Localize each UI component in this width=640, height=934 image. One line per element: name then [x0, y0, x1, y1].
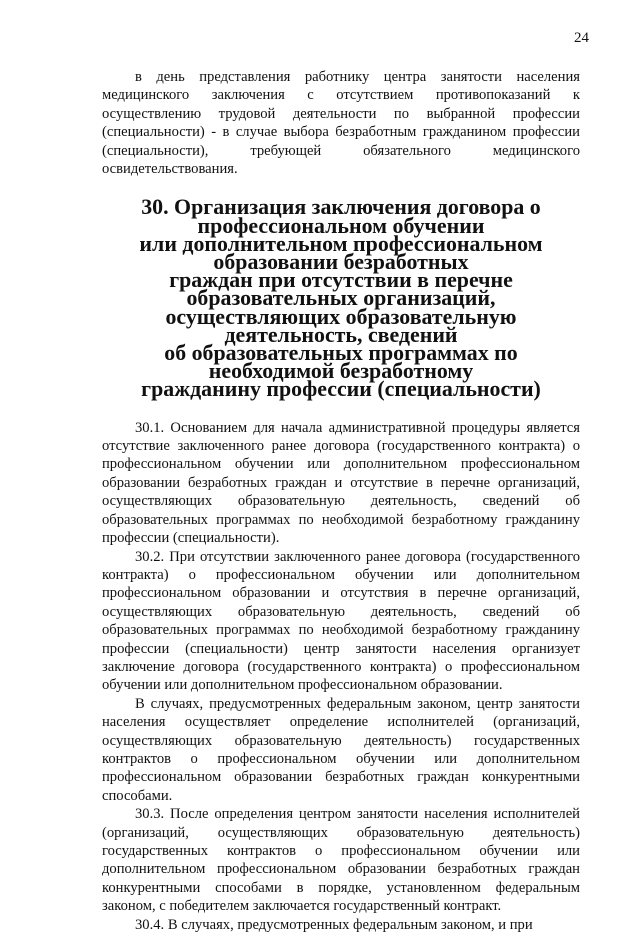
- section-heading-line: об образовательных программах по необходимой безработному: [164, 340, 518, 384]
- paragraph-30-3: 30.3. После определения центром занятости населения исполнителей (организаций, осуществляющих образовательную деятельность) государственных контрактов о профессиональном обучении или дополнительном профессиональном образовании безработных граждан конкурентными способами в порядке, установленном федеральным законом, с победителем заключается государственный контракт.: [102, 806, 580, 915]
- section-heading: [102, 194, 580, 402]
- section-heading-line: или дополнительном профессиональном образовании безработных: [139, 230, 543, 275]
- section-heading-line: граждан при отсутствии в перечне образовательных организаций,: [169, 267, 513, 311]
- intro-paragraph: в день представления работнику центра занятости населения медицинского заключения с отсутствием противопоказаний к осуществлению трудовой деятельности по выбранной профессии (специальности) - в случае выбора безработным гражданином профессии (специальности), требующей обязательного медицинского освидетельствования.: [102, 69, 580, 178]
- paragraph-30-4: 30.4. В случаях, предусмотренных федеральным законом, и при: [135, 916, 533, 933]
- paragraph-30-1: 30.1. Основанием для начала административной процедуры является отсутствие заключенного ранее договора (государственного контракта) о профессиональном обучении или дополнительном профессиональном образовании безработных граждан и отсутствие в перечне организаций, осуществляющих образовательную деятельность, сведений об образовательных программах по необходимой безработному гражданину профессии (специальности).: [102, 419, 580, 547]
- paragraph-30-2: 30.2. При отсутствии заключенного ранее договора (государственного контракта) о профессиональном обучении или дополнительном профессиональном образовании и отсутствия в перечне организаций, осуществляющих образовательную деятельность, сведений об образовательных программах по необходимой безработному гражданину профессии (специальности) центр занятости населения организует заключение договора (государственного контракта) о профессиональном обучении или дополнительном профессиональном образовании.: [102, 548, 580, 694]
- paragraph-competitive-methods: В случаях, предусмотренных федеральным законом, центр занятости населения осуществляет определение исполнителей (организаций, осуществляющих образовательную деятельность) государственных контрактов о профессиональном обучении или дополнительном профессиональном образовании безработных граждан конкурентными способами.: [102, 695, 580, 804]
- page-number: 24: [574, 30, 589, 46]
- section-heading-line: гражданину профессии (специальности): [141, 376, 541, 402]
- document-body: [102, 68, 580, 934]
- section-heading-line: 30. Организация заключения договора о профессиональном обучении: [141, 194, 541, 238]
- spacer: [102, 399, 580, 419]
- section-heading-line: осуществляющих образовательную деятельность, сведений: [165, 303, 517, 347]
